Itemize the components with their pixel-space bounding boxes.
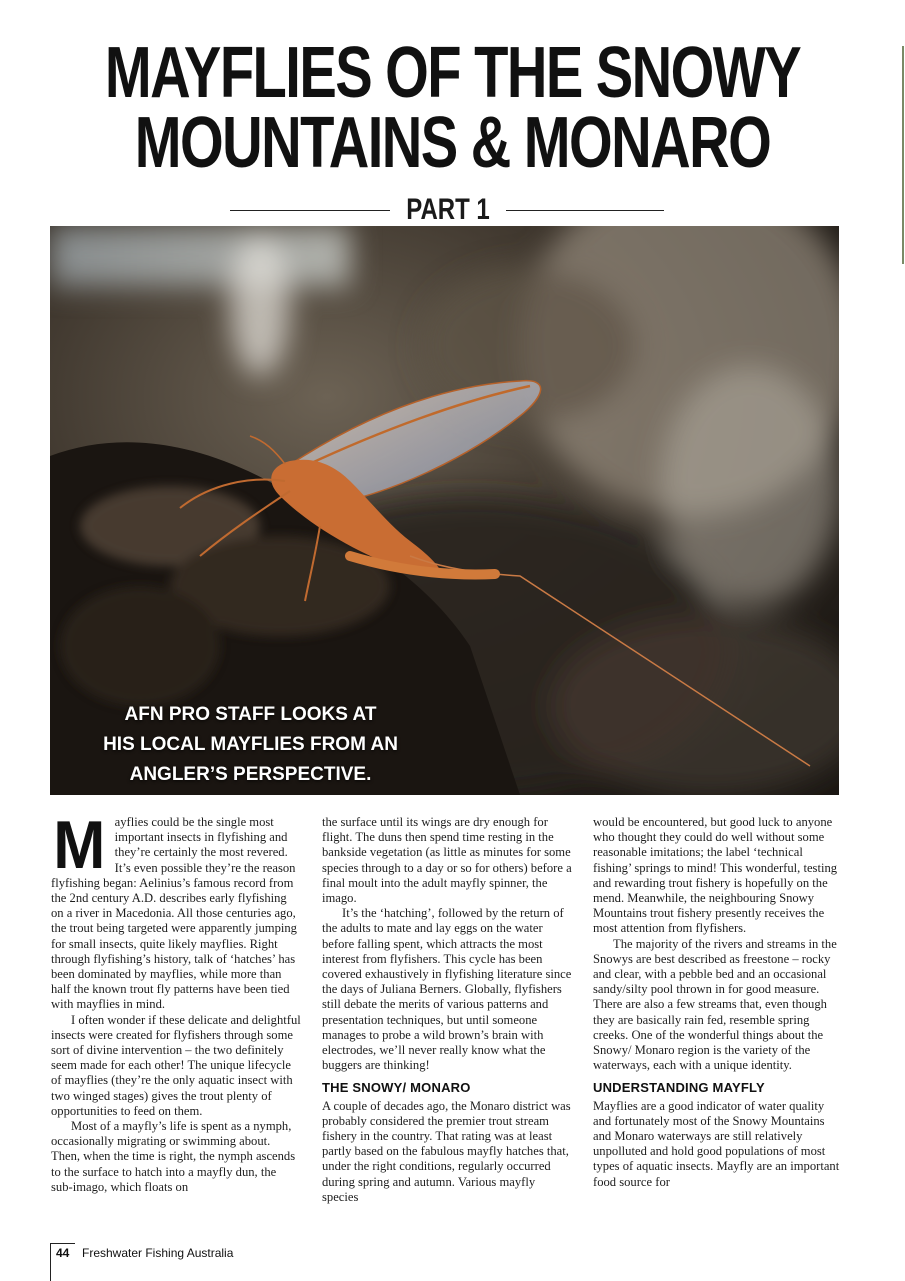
part-heading: [0, 192, 905, 228]
title-line-1: MAYFLIES OF THE SNOWY: [104, 33, 801, 113]
body-column-3: [593, 815, 843, 1190]
section-heading-understanding-mayfly: UNDERSTANDING MAYFLY: [593, 1080, 765, 1096]
page-edge-mark: [902, 46, 904, 264]
article-title: [100, 33, 806, 183]
caption-line-2: HIS LOCAL MAYFLIES FROM AN: [103, 734, 398, 755]
publication-name: Freshwater Fishing Australia: [82, 1246, 234, 1260]
paragraph: The majority of the rivers and streams in the Snowys are best described as freestone – rocky and clear, with a pebble bed and an occasional sandy/silty pool thrown in for good measure. There are also a few streams that, even though they are basically rain fed, resemble spring creeks. One of the wonderful things about the Snowy/ Monaro region is the variety of the waterways, each with a unique identity.: [593, 936, 837, 1073]
page-number: 44: [56, 1246, 70, 1260]
part-label: PART 1: [406, 193, 490, 226]
paragraph: A couple of decades ago, the Monaro district was probably considered the premier trout stream fishery in the country. That rating was at least partly based on the fabulous mayfly hatches that, under the right conditions, regularly occurred during spring and autumn. Various mayfly species: [322, 1098, 571, 1204]
paragraph: It’s the ‘hatching’, followed by the return of the adults to mate and lay eggs on the water before falling spent, which attracts the most interest from flyfishers. This cycle has been covered exhaustively in flyfishing literature since the days of Juliana Berners. Globally, flyfishers still debate the merits of various patterns and presentation techniques, but until someone manages to probe a wild brown’s brain with electrodes, we’ll never really know what the buggers are thinking!: [322, 906, 572, 1073]
title-line-2: MOUNTAINS & MONARO: [134, 103, 771, 183]
caption-line-1: AFN PRO STAFF LOOKS AT: [124, 704, 377, 725]
photo-caption: [68, 700, 433, 790]
paragraph: the surface until its wings are dry enough for flight. The duns then spend time resting in the bankside vegetation (as little as minutes for some species through to a day or so for others) before a final moult into the adult mayfly spinner, the imago.: [322, 815, 572, 906]
paragraph: would be encountered, but good luck to anyone who thought they could do well without some reasonable imitations; the label ‘technical fishing’ springs to mind! This wonderful, testing and rewarding trout fishery is hopefully on the mend. Meanwhile, the neighbouring Snowy Mountains trout fishery presently receives the most attention from flyfishers.: [593, 815, 838, 936]
paragraph-text: ayflies could be the single most important insects in flyfishing and they’re certainly the most revered. It’s even possible they’re the reason flyfishing began: Aelinius’s famous record from the 2nd century A.D. describes early flyfishing on a river in Macedonia. All those centuries ago, the trout being targeted were apparently jumping for small insects, quite likely mayflies. Right through flyfishing’s history, talk of ‘hatches’ has been dominated by mayflies, while more than half the known trout fly patterns have been tied with mayflies in mind.: [51, 815, 297, 1012]
part-rule-right: [506, 210, 664, 211]
paragraph: [51, 807, 301, 1013]
paragraph: Most of a mayfly’s life is spent as a nymph, occasionally migrating or swimming about. Then, when the time is right, the nymph ascends to the surface to hatch into a mayfly dun, the sub-imago, which floats on: [51, 1119, 296, 1194]
section-heading-snowy-monaro: THE SNOWY/ MONARO: [322, 1080, 471, 1096]
paragraph: I often wonder if these delicate and delightful insects were created for flyfishers through some sort of divine intervention – the two definitely seem made for each other! The unique lifecycle of mayflies (they’re the only aquatic insect with two winged stages) gives the trout plenty of opportunities to feed on them.: [51, 1012, 301, 1118]
body-column-1: [51, 807, 301, 1195]
body-column-2: [322, 815, 572, 1205]
caption-line-3: ANGLER’S PERSPECTIVE.: [129, 764, 372, 785]
part-rule-left: [230, 210, 390, 211]
drop-cap: M: [53, 807, 106, 883]
paragraph: Mayflies are a good indicator of water quality and fortunately most of the Snowy Mountains and Monaro waterways are still relatively unpolluted and hold good populations of most types of aquatic insects. Mayfly are an important food source for: [593, 1098, 840, 1189]
